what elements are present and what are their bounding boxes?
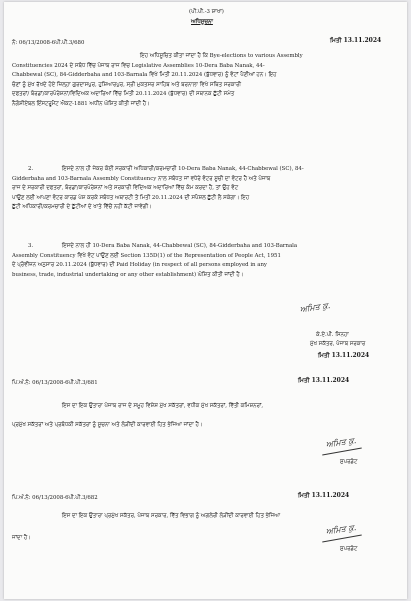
paragraph-1 [12,52,394,110]
para-2-number: 2. [28,166,34,172]
endorsement-2-line: ਜਾਂਦਾ ਹੈ। [12,535,31,541]
text-line: ਦੇ ਪ੍ਰੋਵੀਜ਼ਨ ਅਨੁਸਾਰ 20.11.2024 (ਬੁੱਧਵਾਰ) ਦੀ Paid Holiday (in respect of all persons employed in any [12,262,267,269]
text-line: ਚੋਣਾਂ ਨੂੰ ਮੁੱਖ ਰੱਖਦੇ ਹੋਏ ਜ਼ਿਲ੍ਹਾ ਗੁਰਦਾਸਪੁਰ, ਹੁਸ਼ਿਆਰਪੁਰ, ਸ੍ਰੀ ਮੁਕਤਸਰ ਸਾਹਿਬ ਅਤੇ ਬਰਨਾਲਾ ਵਿਖੇ ਸਥਿਤ ਸਰਕਾਰੀ [12,81,241,88]
signatory-name: ਕੇ.ਏ.ਪੀ. ਸਿਨਹਾ [316,332,349,338]
text-line: ਪਾਉਣ ਲਈ ਆਪਣਾ ਵੋਟਰ ਕਾਰਡ ਪੇਸ਼ ਕਰਕੇ ਸਬੰਧਤ ਅਥਾਰਟੀ ਤੋਂ ਮਿਤੀ 20.11.2024 ਦੀ ਸਪੈਸ਼ਲ ਛੁੱਟੀ ਲੈ ਸਕੇਗਾ। ਇਹ [12,194,250,201]
paragraph-3 [12,242,394,280]
text-line: ਇਸਦੇ ਨਾਲ ਹੀ 10-Dera Baba Nanak, 44-Chabbewal (SC), 84-Gidderbaha and 103-Barnala [62,243,298,249]
text-line: ਦਫਤਰਾਂ/ ਬੋਰਡਾਂ/ਕਾਰਪੋਰੇਸ਼ਨਾਂ/ਵਿਦਿਅਕ ਅਦਾਰਿਆਂ ਵਿੱਚ ਮਿਤੀ 20.11.2024 (ਬੁੱਧਵਾਰ) ਦੀ ਸਥਾਨਕ ਛੁੱਟੀ ਸਮੇਤ [12,91,235,98]
endorsement-2-date: ਮਿਤੀ 13.11.2024 [298,492,350,499]
paragraph-2 [12,165,394,213]
endorsement-1-date: ਮਿਤੀ 13.11.2024 [298,377,350,384]
endorsement-1-number: ਪਿ.ਅੰ.ਨੰ: 06/13/2008-6ਪੀ.ਪੀ.3/681 [12,380,98,386]
endorsement-2-number: ਪਿ.ਅੰ.ਨੰ: 06/13/2008-6ਪੀ.ਪੀ.3/682 [12,495,98,501]
text-line: ਰਾਜ ਦੇ ਸਰਕਾਰੀ ਦਫਤਰਾਂ, ਬੋਰਡਾਂ/ਕਾਰਪੋਰੇਸ਼ਨਾਂ ਅਤੇ ਸਰਕਾਰੀ ਵਿਦਿਅਕ ਅਦਾਰਿਆਂ ਵਿੱਚ ਕੰਮ ਕਰਦਾ ਹੈ, ਤਾਂ ਉਹ ਵੋਟ [12,185,239,192]
handwritten-signature: ਅਮਿਤ ਕੁ. [325,435,357,450]
text-line: business, trade, industrial undertaking or any other establishment) ਘੋਸ਼ਿਤ ਕੀਤੀ ਜਾਂਦੀ ਹੈ। [12,271,244,278]
branch-line: (ਪੀ.ਪੀ.-3 ਸ਼ਾਖਾ) [189,9,224,15]
text-line: ਨੈਗੋਸ਼ੀਏਬਲ ਇੰਸਟਰੂਮੈਂਟ ਐਕਟ-1881 ਅਧੀਨ ਘੋਸ਼ਿਤ ਕੀਤੀ ਜਾਂਦੀ ਹੈ। [12,100,150,107]
document-subject: ਅਧਿਸੂਚਨਾ [191,19,213,25]
text-line: Chabbewal (SC), 84-Gidderbaha and 103-Barnala ਵਿਖੇ ਮਿਤੀ 20.11.2024 (ਬੁੱਧਵਾਰ) ਨੂੰ ਵੋਟਾਂ ਪੈਣੀਆਂ ਹਨ। ਇਹ [12,72,277,79]
endorsement-2-line: ਇਸ ਦਾ ਇਕ ਉਤਾਰਾ ਪ੍ਰਮੁੱਖ ਸਕੱਤਰ, ਪੰਜਾਬ ਸਰਕਾਰ, ਵਿੱਤ ਵਿਭਾਗ ਨੂੰ ਅਗਲੇਰੀ ਲੋੜੀਂਦੀ ਕਾਰਵਾਈ ਹਿਤ ਭੇਜਿਆ [62,513,281,519]
text-line: Assembly Constituency ਵਿਖੇ ਵੋਟ ਪਾਉਣ ਲਈ Section 135D(1) of the Representation of People Act, 1951 [12,252,281,259]
text-line: Gidderbaha and 103-Barnala Assembly Constituency ਨਾਲ ਸਬੰਧਤ ਜਾਂ ਵਧੇਰੇ ਵੋਟਰ ਸੂਚੀ ਦਾ ਵੋਟਰ ਹੈ ਅਤੇ ਪੰਜਾਬ [12,175,271,182]
signatory-date: ਮਿਤੀ 13.11.2024 [318,352,370,359]
handwritten-signature: ਅਮਿਤ ਕੁ. [325,522,357,537]
document-page [4,2,407,599]
endorsement-1-sign-title: ਸੁਪਰਡੰਟ [340,459,358,465]
notice-number: ਨੰ: 06/13/2008-6ਪੀ.ਪੀ.3/680 [12,40,85,46]
text-line: ਛੁੱਟੀ ਅਧਿਕਾਰੀ/ਕਰਮਚਾਰੀ ਦੇ ਛੁੱਟੀਆਂ ਦੇ ਖਾਤੇ ਵਿੱਚੋਂ ਨਹੀਂ ਕੱਟੀ ਜਾਵੇਗੀ। [12,204,152,211]
signatory-title: ਮੁੱਖ ਸਕੱਤਰ, ਪੰਜਾਬ ਸਰਕਾਰ [310,341,366,347]
para-3-number: 3. [28,243,34,249]
endorsement-1-line: ਪ੍ਰਮੁੱਖ ਸਕੱਤਰਾਂ ਅਤੇ ਪ੍ਰਬੰਧਕੀ ਸਕੱਤਰਾਂ ਨੂੰ ਸੂਚਨਾ ਅਤੇ ਲੋੜੀਂਦੀ ਕਾਰਵਾਈ ਹਿਤ ਭੇਜਿਆ ਜਾਂਦਾ ਹੈ। [12,422,203,428]
handwritten-signature: ਅਮਿਤ ਕੁ. [299,300,331,315]
endorsement-2-sign-title: ਸੁਪਰਡੰਟ [340,546,358,552]
endorsement-1-line: ਇਸ ਦਾ ਇਕ ਉਤਾਰਾ ਪੰਜਾਬ ਰਾਜ ਦੇ ਸਮੂਹ ਵਿਸ਼ੇਸ਼ ਮੁੱਖ ਸਕੱਤਰਾਂ, ਵਧੀਕ ਮੁੱਖ ਸਕੱਤਰਾਂ, ਵਿੱਤੀ ਕਮਿਸ਼ਨਰਾਂ, [62,403,264,409]
text-line: ਇਹ ਅਧਿਸੂਚਿਤ ਕੀਤਾ ਜਾਂਦਾ ਹੈ ਕਿ Bye-elections to various Assembly [140,53,303,59]
text-line: ਇਸਦੇ ਨਾਲ ਹੀ ਜੇਕਰ ਕੋਈ ਸਰਕਾਰੀ ਅਧਿਕਾਰੀ/ਕਰਮਚਾਰੀ 10-Dera Baba Nanak, 44-Chabbewal (SC), 84- [62,166,304,172]
notice-date: ਮਿਤੀ 13.11.2024 [330,37,382,44]
text-line: Constituencies 2024 ਦੇ ਸਬੰਧ ਵਿੱਚ ਪੰਜਾਬ ਰਾਜ ਵਿਚ Legislative Assemblies 10-Dera Baba Nanak, 44- [12,62,265,69]
